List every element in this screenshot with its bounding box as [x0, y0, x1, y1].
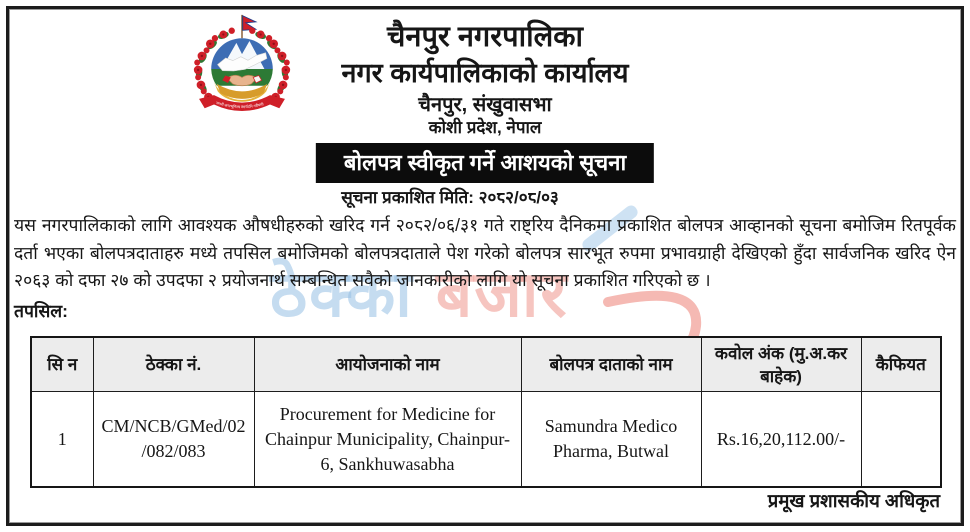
province-line: कोशी प्रदेश, नेपाल	[428, 118, 542, 137]
cell-sn: 1	[31, 392, 93, 488]
tapasil-label: तपसिल:	[14, 301, 68, 321]
header-bidder-name: बोलपत्र दाताको नाम	[521, 337, 701, 392]
header-remarks: कैफियत	[861, 337, 941, 392]
header-quoted-amount: कवोल अंक (मु.अ.कर बाहेक)	[701, 337, 861, 392]
emblem-motto-text: जननी जन्मभूमिश्च स्वर्गादपि गरीयसी	[215, 101, 265, 110]
tender-table-wrapper	[30, 336, 940, 488]
cell-contract-no: CM/NCB/GMed/02 /082/083	[93, 392, 254, 488]
signatory-title: प्रमूख प्रशासकीय अधिकृत	[767, 490, 940, 511]
cell-bidder-name: Samundra Medico Pharma, Butwal	[521, 392, 701, 488]
notice-banner-title: बोलपत्र स्वीकृत गर्ने आशयको सूचना	[316, 143, 654, 183]
table-header-row	[31, 337, 941, 392]
watermark-word-blue: ठेक्का	[270, 258, 414, 330]
watermark-word-red: बजार	[435, 258, 569, 330]
header-contract-no: ठेक्का नं.	[93, 337, 254, 392]
tender-table	[30, 336, 942, 488]
cell-quoted-amount: Rs.16,20,112.00/-	[701, 392, 861, 488]
header-project-name: आयोजनाको नाम	[254, 337, 521, 392]
notice-body-paragraph: यस नगरपालिकाको लागि आवश्यक औषधीहरुको खरिद गर्न २०८२/०६/३१ गते राष्ट्रिय दैनिकमा प्रकाशित बोलपत्र आव्हानको सूचना बमोजिम रितपूर्वक दर्ता भएका बोलपत्रदाताहरु मध्ये तपसिल बमोजिमको बोलपत्रदाताले पेश गरेको बोलपत्र सारभूत रुपमा प्रभावग्राही देखिएको हुँदा सार्वजनिक खरिद ऐन २०६३ को दफा २७ को उपदफा २ प्रयोजनार्थ सम्बन्धित सवैको जानकारीको लागि यो सूचना प्रकाशित गरिएको छ ।	[14, 215, 956, 290]
table-row	[31, 392, 941, 488]
office-title: नगर कार्यपालिकाको कार्यालय	[341, 58, 629, 88]
header-sn: सि न	[31, 337, 93, 392]
published-date-line: सूचना प्रकाशित मिति: २०८२/०८/०३	[341, 188, 559, 207]
address-line: चैनपुर, संखुवासभा	[418, 94, 552, 116]
cell-project-name: Procurement for Medicine for Chainpur Municipality, Chainpur-6, Sankhuwasabha	[254, 392, 521, 488]
municipality-title: चैनपुर नगरपालिका	[386, 21, 584, 53]
cell-remarks	[861, 392, 941, 488]
